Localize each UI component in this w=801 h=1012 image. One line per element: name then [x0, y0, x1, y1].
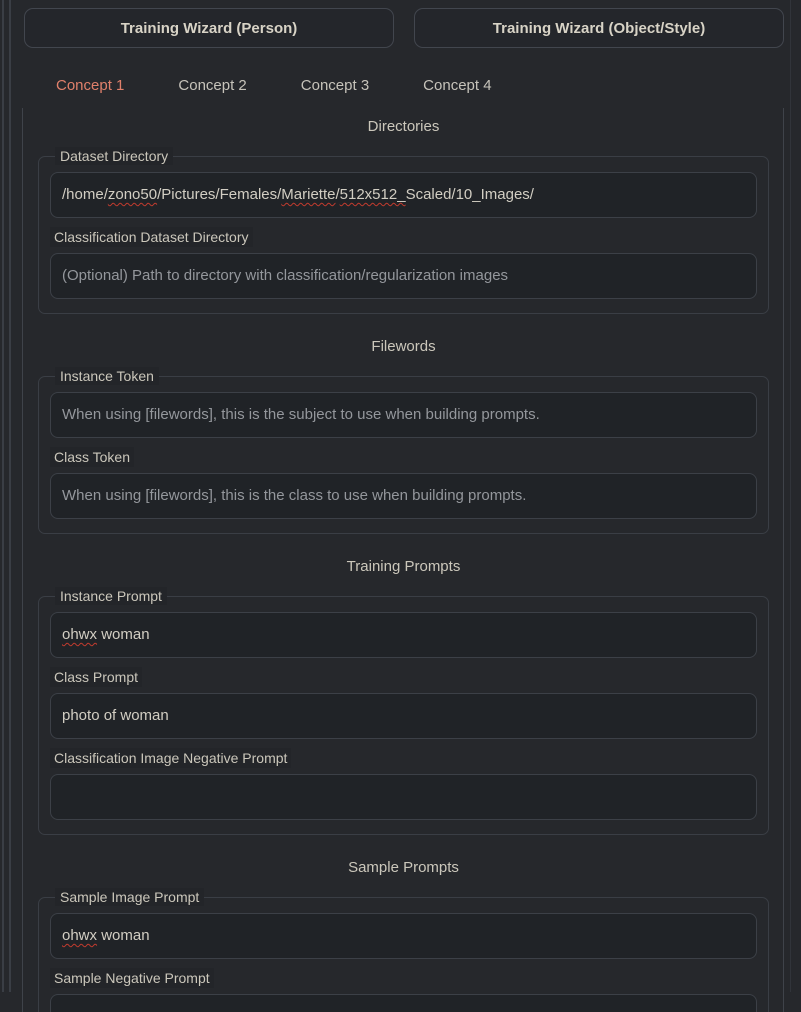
concept-tabs [54, 74, 784, 103]
class-prompt-input[interactable] [50, 693, 757, 739]
instance-token-group [38, 367, 769, 534]
training-wizard-object-style-button[interactable]: Training Wizard (Object/Style) [414, 8, 784, 48]
classification-image-negative-prompt-label: Classification Image Negative Prompt [50, 748, 291, 768]
sample-image-prompt-legend: Sample Image Prompt [55, 888, 204, 906]
instance-prompt-input[interactable]: ohwx woman [50, 612, 757, 658]
right-outer-border-line [790, 0, 791, 992]
tab-concept-2[interactable]: Concept 2 [178, 77, 247, 94]
wizard-button-row [24, 8, 784, 48]
section-heading-filewords: Filewords [371, 338, 436, 355]
training-wizard-person-button[interactable]: Training Wizard (Person) [24, 8, 394, 48]
dataset-directory-input[interactable]: /home/zono50/Pictures/Females/Mariette/512x512_Scaled/10_Images/ [50, 172, 757, 218]
left-outer-border-line [2, 0, 4, 992]
tab-concept-1[interactable]: Concept 1 [56, 77, 125, 94]
tab-concept-3[interactable]: Concept 3 [300, 77, 370, 94]
classification-dataset-directory-label: Classification Dataset Directory [50, 227, 253, 247]
section-heading-directories: Directories [367, 118, 440, 135]
sample-negative-prompt-label: Sample Negative Prompt [50, 968, 214, 988]
dataset-directory-group [38, 147, 769, 314]
class-token-input[interactable] [50, 473, 757, 519]
instance-prompt-legend: Instance Prompt [55, 587, 167, 605]
section-heading-training-prompts: Training Prompts [346, 558, 461, 575]
concept-1-tab-panel [22, 108, 784, 1012]
class-token-label: Class Token [50, 447, 134, 467]
sample-image-prompt-group [38, 888, 769, 1012]
dataset-directory-legend: Dataset Directory [55, 147, 173, 165]
section-heading-sample-prompts: Sample Prompts [348, 859, 459, 876]
classification-image-negative-prompt-input[interactable] [50, 774, 757, 820]
instance-token-input[interactable] [50, 392, 757, 438]
header [24, 8, 784, 103]
class-prompt-label: Class Prompt [50, 667, 142, 687]
instance-prompt-group [38, 587, 769, 835]
instance-token-legend: Instance Token [55, 367, 159, 385]
classification-dataset-directory-input[interactable] [50, 253, 757, 299]
left-inner-border-line [9, 0, 11, 992]
tab-concept-4[interactable]: Concept 4 [423, 77, 492, 94]
sample-negative-prompt-input[interactable] [50, 994, 757, 1012]
sample-image-prompt-input[interactable]: ohwx woman [50, 913, 757, 959]
